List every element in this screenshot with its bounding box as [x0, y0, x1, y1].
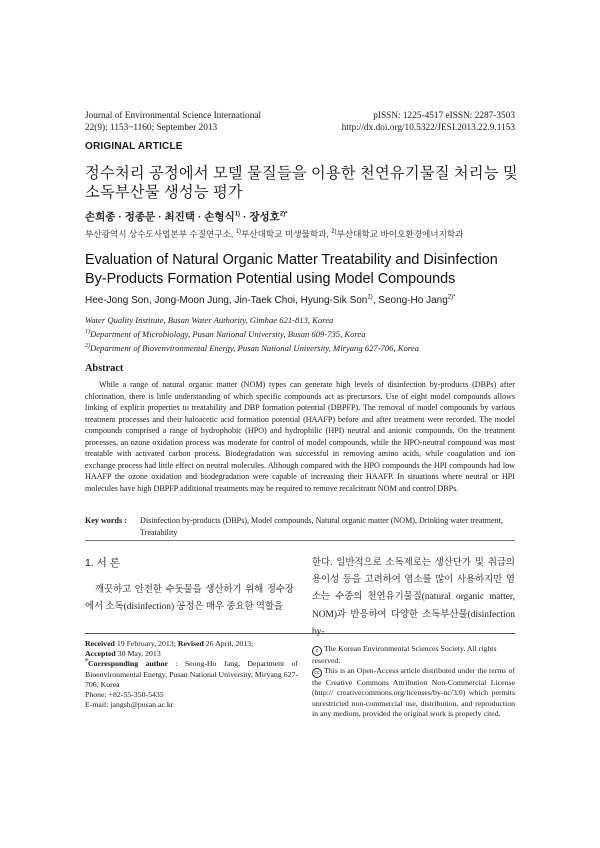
- copyright-block: [312, 644, 515, 719]
- english-author-sup2: 2)*: [447, 294, 456, 301]
- english-affiliation-1: Water Quality Institute, Busan Water Authority, Gimhae 621-813, Korea: [85, 315, 334, 325]
- english-author-sup1: 1): [367, 294, 373, 301]
- body-right-column: 한다. 일반적으로 소독제로는 생산단가 및 취급의 용이성 등을 고려하여 염소를 많이 사용하지만 염소는 수중의 천연유기물질(natural organic matter, NOM)과 반응하여 다양한 소독부산물(disinfection by-: [312, 558, 515, 637]
- phone: Phone: +82-55-350-5435: [85, 690, 164, 700]
- korean-author-sup1: 1): [234, 211, 241, 218]
- doi-link[interactable]: http://dx.doi.org/10.5322/JESI.2013.22.9.1153: [341, 123, 515, 133]
- english-authors: [85, 295, 455, 306]
- copyright-line: [312, 644, 515, 666]
- english-affiliation-3: [85, 343, 419, 353]
- korean-affil-sup1: 1): [235, 229, 242, 236]
- korean-affil-sup2: 2): [331, 229, 337, 236]
- license-line: [312, 666, 515, 719]
- revised-label: Revised: [177, 639, 204, 648]
- journal-identifiers: [342, 110, 515, 134]
- accepted-label: Accepted: [85, 649, 116, 659]
- revised-date: 26 April, 2013;: [203, 639, 254, 648]
- received-date: 19 February, 2013;: [114, 639, 178, 648]
- corresponding-text: : Seong-Ho Jang, Department of Bioenvironmental Energy, Pusan National University, Miryang 627-706, Korea: [85, 659, 298, 689]
- copyright-text: The Korean Environmental Sciences Society. All rights reserved.: [312, 644, 497, 665]
- email[interactable]: E-mail: jangsh@pusan.ac.kr: [85, 700, 174, 710]
- keywords-divider: [85, 540, 515, 541]
- corresponding-author: [85, 659, 298, 690]
- korean-author-names: 손희종 · 정종문 · 최진택 · 손형식: [85, 211, 235, 223]
- footer-divider: [85, 633, 515, 634]
- keywords: [85, 515, 515, 538]
- korean-author-last: · 장성호: [240, 211, 280, 223]
- english-affil3-text: Department of Biovenvironmental Energy, Pusan National University, Miryang 627-706, Korea: [90, 343, 419, 353]
- english-affil2-sup: 1): [85, 329, 90, 336]
- korean-affiliations: [85, 228, 463, 240]
- keywords-text: Disinfection by-products (DBPs), Model compounds, Natural organic matter (NOM), Drinking water treatment, Treatability: [140, 516, 503, 537]
- volume-info: 22(9); 1153~1160; September 2013: [85, 123, 218, 133]
- accepted-line: [85, 649, 298, 659]
- article-type: ORIGINAL ARTICLE: [85, 141, 183, 152]
- copyright-icon: c: [312, 646, 322, 656]
- corresponding-asterisk: *: [85, 658, 88, 665]
- english-author-last: , Seong-Ho Jang: [372, 295, 448, 306]
- journal-citation: [85, 110, 261, 134]
- english-affil2-text: Department of Microbiology, Pusan National University, Busan 609-735, Korea: [90, 329, 366, 339]
- korean-title-line2: 소독부산물 생성능 평가: [85, 184, 243, 201]
- korean-author-sup2: 2)*: [279, 211, 288, 218]
- abstract-text: While a range of natural organic matter (NOM) types can generate high levels of disinfection by-products (DBPs) after chlorination, there is little understanding of which specific compounds act as precursors. Use of eight model compounds allows linking of explicit properties to treatability and DBP formation potential (DBPFP). The removal of model compounds by various treatment processes and their haloacetic acid formation potential (HAAFP) before and after treatment were recorded. The model compounds comprised a range of hydrophobic (HPO) and hydrophilic (HPI) neutral and anionic compounds. On the treatment processes, an ozone oxidation process was moderate for control of model compounds, while the HPO-neutral compound was most treatable with activated carbon process. Biodegradation was successful in removing amino acids, while coagulation and ion exchange process had little effect on neutral molecules. Although compared with the HPO compounds the HPI compounds had low HAAFP the ozone oxidation and biodegradation were capable of increasing their HAAFP. In situations where neutral or HPI molecules have high DBPFP additional treatments may be required to remove recalcitrant NOM and control DBPs.: [85, 380, 515, 493]
- korean-affil-2: 부산대학교 미생물학과,: [241, 229, 332, 239]
- english-author-names: Hee-Jong Son, Jong-Moon Jung, Jin-Taek Choi, Hyung-Sik Son: [85, 295, 368, 306]
- korean-affil-3: 부산대학교 바이오환경에너지학과: [336, 229, 464, 239]
- english-title-line1: Evaluation of Natural Organic Matter Treatability and Disinfection: [85, 252, 498, 268]
- english-title: [85, 251, 525, 289]
- english-affil3-sup: 2): [85, 343, 90, 350]
- korean-title: [85, 164, 525, 202]
- article-history: [85, 639, 298, 710]
- english-title-line2: By-Products Formation Potential using Model Compounds: [85, 271, 456, 287]
- abstract-heading: Abstract: [85, 363, 124, 374]
- history-dates: [85, 639, 298, 649]
- keywords-label: Key words :: [85, 516, 127, 525]
- section-heading-introduction: 1. 서 론: [85, 557, 120, 569]
- issn: pISSN: 1225-4517 eISSN: 2287-3503: [373, 111, 515, 121]
- body-left-column: 깨끗하고 안전한 수돗물을 생산하기 위해 정수장에서 소독(disinfection) 공정은 매우 중요한 역할을: [85, 585, 294, 613]
- corresponding-label: Corresponding author: [88, 659, 168, 669]
- received-label: Received: [85, 639, 115, 648]
- creative-commons-icon: cc: [312, 668, 322, 678]
- korean-authors: [85, 209, 288, 224]
- license-text: This is an Open-Access article distributed under the terms of the Creative Commons Attribution Non-Commercial License (http:// creativecommons.org/licenses/by-nc/3.0) which permits unrestricted non-commercial use, distribution, and reproduction in any medium, provided the original work is properly cited.: [312, 666, 515, 718]
- korean-affil-1: 부산광역시 상수도사업본부 수질연구소,: [85, 229, 236, 239]
- journal-name: Journal of Environmental Science International: [85, 111, 262, 121]
- korean-title-line1: 정수처리 공정에서 모델 물질들을 이용한 천연유기물질 처리능 및: [85, 165, 518, 182]
- english-affiliation-2: [85, 329, 366, 339]
- accepted-date: 30 May, 2013: [115, 649, 161, 659]
